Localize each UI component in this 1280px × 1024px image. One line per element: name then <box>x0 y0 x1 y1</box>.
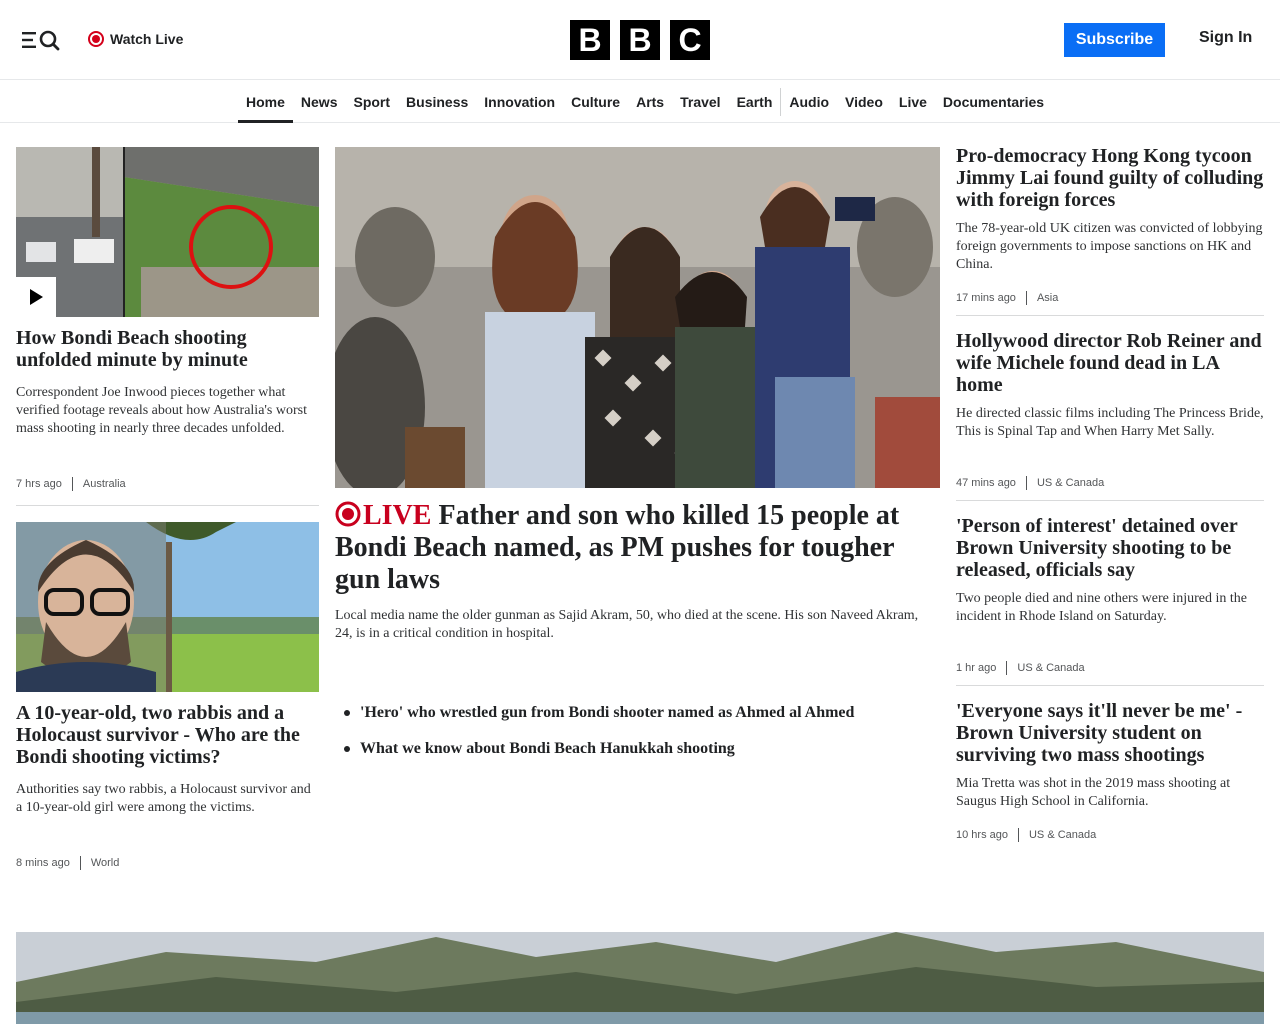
mourners-photo-image <box>335 147 940 488</box>
story-topic-link[interactable]: US & Canada <box>1017 662 1085 674</box>
nav-item-video[interactable]: Video <box>845 94 883 110</box>
live-label: LIVE <box>363 500 432 531</box>
meta-divider <box>1006 661 1007 675</box>
related-stories-list <box>344 702 854 774</box>
related-story-link[interactable]: 'Hero' who wrestled gun from Bondi shooter named as Ahmed al Ahmed <box>344 702 854 738</box>
nav-item-earth[interactable]: Earth <box>736 94 773 110</box>
meta-divider <box>80 856 81 870</box>
story-headline[interactable]: 'Person of interest' detained over Brown University shooting to be released, officials say <box>956 515 1238 581</box>
story-timestamp: 8 mins ago <box>16 857 70 869</box>
logo-block-c: C <box>670 20 710 60</box>
story-timestamp: 10 hrs ago <box>956 829 1008 841</box>
live-record-icon <box>88 31 104 47</box>
meta-divider <box>1026 291 1027 305</box>
nav-item-arts[interactable]: Arts <box>636 94 665 110</box>
story-image-bondi-map[interactable] <box>16 147 319 317</box>
story-headline[interactable]: How Bondi Beach shooting unfolded minute by minute <box>16 327 248 371</box>
logo-block-b1: B <box>570 20 610 60</box>
sign-in-link[interactable]: Sign In <box>1199 29 1253 46</box>
mountain-landscape-image <box>16 932 1264 1024</box>
story-summary: He directed classic films including The Princess Bride, This is Spinal Tap and When Harry Met Sally. <box>956 406 1264 439</box>
story-summary: The 78-year-old UK citizen was convicted of lobbying foreign governments to impose sanctions on HK and China. <box>956 221 1263 272</box>
story-summary: Correspondent Joe Inwood pieces together what verified footage reveals about how Australia's worst mass shooting in nearly three decades unfolded. <box>16 385 307 436</box>
story-timestamp: 7 hrs ago <box>16 478 62 490</box>
menu-search-icon <box>20 26 62 54</box>
story-topic-link[interactable]: US & Canada <box>1028 829 1097 841</box>
primary-nav <box>0 81 1280 123</box>
story-meta <box>16 477 126 491</box>
story-meta <box>956 291 1058 305</box>
story-headline[interactable]: Pro-democracy Hong Kong tycoon Jimmy Lai found guilty of colluding with foreign forces <box>956 145 1264 211</box>
story-timestamp: 47 mins ago <box>956 477 1016 489</box>
story-meta <box>956 661 1085 675</box>
story-divider <box>16 505 319 506</box>
story-summary: Authorities say two rabbis, a Holocaust survivor and a 10-year-old girl were among the victims. <box>16 782 311 815</box>
story-topic-link[interactable]: Australia <box>82 478 126 490</box>
main-headline-text: Father and son who killed 15 people at Bondi Beach named, as PM pushes for tougher gun laws <box>335 500 900 595</box>
story-divider <box>956 315 1264 316</box>
main-story-summary: Local media name the older gunman as Sajid Akram, 50, who died at the scene. His son Naveed Akram, 24, is in a critical condition in hospital. <box>335 608 919 641</box>
nav-item-news[interactable]: News <box>300 94 338 110</box>
story-headline[interactable]: Hollywood director Rob Reiner and wife Michele found dead in LA home <box>956 330 1262 396</box>
related-story-link[interactable]: What we know about Bondi Beach Hanukkah shooting <box>344 738 854 774</box>
story-topic-link[interactable]: Asia <box>1036 292 1059 304</box>
story-summary: Two people died and nine others were injured in the incident in Rhode Island on Saturday. <box>956 591 1247 624</box>
live-record-icon <box>335 501 363 527</box>
nav-item-travel[interactable]: Travel <box>680 94 721 110</box>
nav-item-audio[interactable]: Audio <box>789 94 830 110</box>
cctv-and-aerial-map-image <box>16 147 319 317</box>
nav-item-innovation[interactable]: Innovation <box>484 94 556 110</box>
watch-live-link[interactable] <box>88 28 183 50</box>
play-video-button[interactable] <box>16 277 56 317</box>
bbc-logo[interactable] <box>570 20 710 60</box>
main-story-headline[interactable] <box>335 500 945 596</box>
meta-divider <box>72 477 73 491</box>
nav-item-documentaries[interactable]: Documentaries <box>942 94 1045 110</box>
story-meta <box>956 828 1096 842</box>
logo-block-b2: B <box>620 20 660 60</box>
nav-item-culture[interactable]: Culture <box>571 94 621 110</box>
story-image-victims[interactable] <box>16 522 319 692</box>
story-summary: Mia Tretta was shot in the 2019 mass shooting at Saugus High School in California. <box>956 776 1231 809</box>
story-divider <box>956 685 1264 686</box>
menu-search-button[interactable] <box>20 26 62 54</box>
nav-item-business[interactable]: Business <box>406 94 469 110</box>
site-header <box>0 0 1280 80</box>
nav-item-live[interactable]: Live <box>898 94 927 110</box>
story-topic-link[interactable]: World <box>90 857 120 869</box>
nav-item-home[interactable]: Home <box>238 81 293 123</box>
story-headline[interactable]: 'Everyone says it'll never be me' - Brown University student on surviving two mass shootings <box>956 700 1243 766</box>
play-icon <box>28 288 44 306</box>
portrait-photo-image <box>16 522 319 692</box>
story-headline[interactable]: A 10-year-old, two rabbis and a Holocaust survivor - Who are the Bondi shooting victims? <box>16 702 300 768</box>
story-timestamp: 17 mins ago <box>956 292 1016 304</box>
story-divider <box>956 500 1264 501</box>
meta-divider <box>1026 476 1027 490</box>
live-badge <box>335 500 431 531</box>
story-timestamp: 1 hr ago <box>956 662 997 674</box>
watch-live-label: Watch Live <box>110 31 184 47</box>
main-story-image[interactable] <box>335 147 940 488</box>
meta-divider <box>1018 828 1019 842</box>
story-meta <box>956 476 1104 490</box>
subscribe-button[interactable]: Subscribe <box>1064 23 1165 57</box>
feature-banner-image[interactable] <box>16 932 1264 1024</box>
nav-item-sport[interactable]: Sport <box>353 94 391 110</box>
story-topic-link[interactable]: US & Canada <box>1036 477 1105 489</box>
story-meta <box>16 856 119 870</box>
